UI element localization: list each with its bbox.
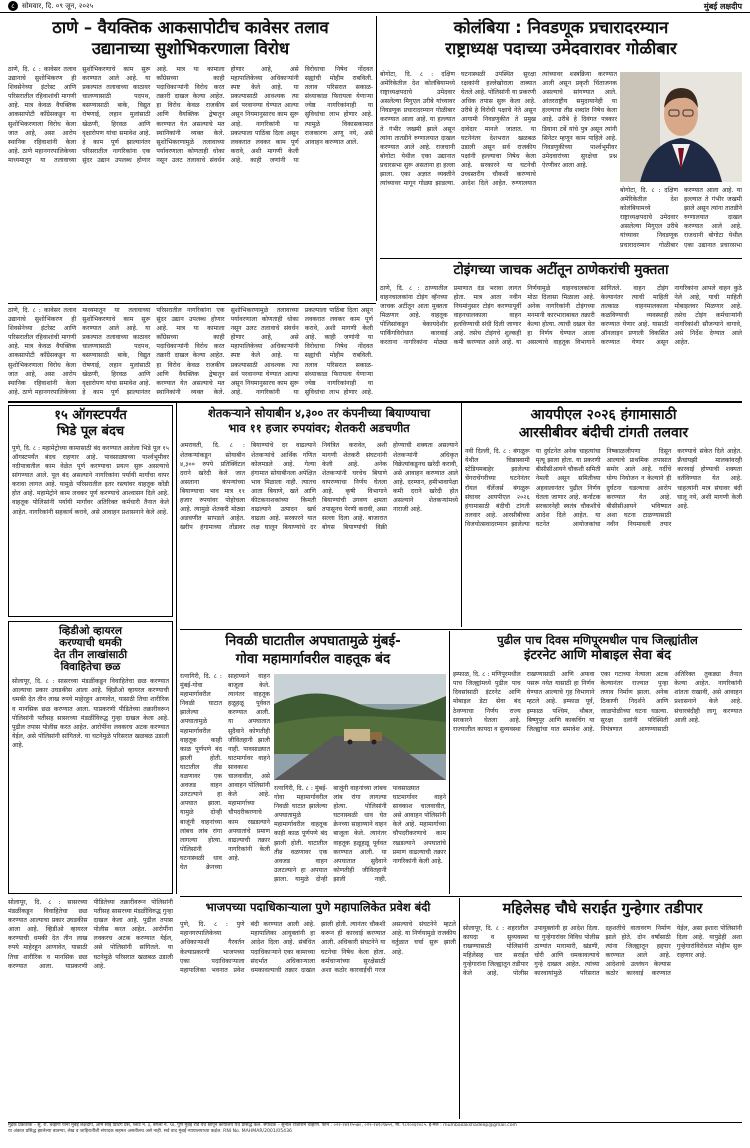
portrait-illustration (620, 72, 742, 182)
article-body: नवी दिल्ली, दि. ८ : बंगळुरू येथील चिन्नास्वामी स्टेडियमबाहेर झालेल्या चेंगराचेंगरीच्या घटनेनंतर रॉयल चॅलेंजर्स बंगळुरू संघावर आयपीएल २०२६ हंगामासाठी बंदीची टांगती तलवार आहे. आरसीबीच्या विजयोत्सवादरम्यान झालेल्या या दुर्घटनेत अनेक चाहत्यांचा मृत्यू झाला होता. या प्रकरणी बीसीसीआयने चौकशी समिती नेमली असून समितीच्या अहवालानंतर पुढील निर्णय घेतला जाणार आहे. कर्नाटक सरकारनेही स्वतंत्र चौकशीचे आदेश दिले आहेत. या घटनेत आयोजकांचा निष्काळजीपणा दिसून आल्याचे प्राथमिक तपासात समोर आले आहे. गर्दीचे योग्य नियोजन न केल्याने ही दुर्घटना घडल्याचा आरोप करण्यात येत आहे. बीसीसीआयने भविष्यात अशा घटना टाळण्यासाठी नवीन नियमावली तयार करण्याचे संकेत दिले आहेत. फ्रँचायझी मालकांवरही कारवाई होण्याची शक्यता वर्तविण्यात येत आहे. चाहत्यांनी मात्र संघावर बंदी घालू नये, अशी मागणी केली आहे. (465, 448, 742, 528)
article-towing (380, 260, 742, 398)
headline-line-1: निवळी घाटातील अपघातामुळे मुंबई- (225, 633, 401, 649)
article-thane-congress (8, 16, 373, 301)
headline-line-1: पुढील पाच दिवस मणिपूरमधील पाच जिल्ह्यांतील (497, 633, 698, 647)
page-header (0, 0, 750, 13)
headline-line-1: आयपीएल २०२६ हंगामासाठी (530, 407, 677, 423)
article-body-continued: रत्नागिरी, दि. ८ : मुंबई-गोवा महामार्गावरील निवळी घाटात झालेल्या अपघातामुळे महामार्गावरील वाहतूक काही काळ पूर्णपणे बंद झाली होती. घाटातील तीव्र वळणावर एक अवजड वाहन उलटल्याने हा अपघात झाला. यामुळे दोन्ही बाजूंनी वाहनांच्या लांबच लांब रांगा लागल्या होत्या. पोलिसांनी घटनास्थळी धाव घेत क्रेनच्या साहाय्याने वाहन बाजूला केले. त्यानंतर वाहतूक हळूहळू पूर्ववत करण्यात आली. या अपघातात सुदैवाने कोणतीही जीवितहानी झाली नाही. पावसाळ्यात घाटमार्गावर वाहने सावकाश चालवावीत, असे आवाहन पोलिसांनी केले आहे. महामार्गाच्या चौपदरीकरणाचे काम रखडल्याने अपघातांचे प्रमाण वाढल्याची तक्रार नागरिकांनी केली आहे. (274, 785, 446, 883)
headline-line-1: कोलंबिया : निवडणूक प्रचारादरम्यान (453, 18, 669, 37)
article-body: ठाणे, दि. ८ : ठाण्यातील वाहनचालकांना टोइंग व्हॅनच्या जाचक अटींतून आता मुक्तता मिळणार आहे. वाहतूक पोलिसांकडून बेकायदेशीर पार्किंगविरोधात कारवाई करताना नागरिकांना मोठ्या प्रमाणात दंड भरावा लागत होता. मात्र आता नवीन नियमांनुसार टोइंग करण्यापूर्वी वाहनचालकाला वाहन हलविण्याची संधी दिली जाणार आहे. तसेच टोइंगचे शुल्कही कमी करण्यात आले आहे. या निर्णयामुळे वाहनचालकांना मोठा दिलासा मिळाला आहे. अनेक नागरिकांनी टोइंगच्या मनमानी कारभाराबाबत तक्रारी केल्या होत्या. त्याची दखल घेत हा निर्णय घेण्यात आला असल्याचे वाहतूक विभागाने सांगितले. वाहन टोइंग केल्यानंतर त्याची माहिती तात्काळ वाहनमालकाला कळविण्याची व्यवस्थाही करण्यात येणार आहे. यासाठी ऑनलाइन प्रणाली विकसित करण्यात येणार असून नागरिकांना आपले वाहन कुठे नेले आहे, याची माहिती मोबाइलवर मिळणार आहे. तसेच टोइंग कर्मचाऱ्यांनी नागरिकांशी सौजन्याने वागावे, असे निर्देश देण्यात आले आहेत. (380, 284, 742, 347)
headline-line-2: गोवा महामार्गावरील वाहतूक बंद (235, 650, 391, 667)
article-manipur (453, 632, 742, 894)
article-bhide-bridge (8, 405, 173, 617)
article-ipl (465, 405, 742, 627)
page-number-badge-icon: ८ (8, 1, 18, 11)
article-colombia (380, 16, 742, 256)
headline-line-2: इंटरनेट आणि मोबाइल सेवा बंद (523, 648, 671, 664)
candidate-portrait-photo (620, 72, 742, 182)
headline-line-1: ठाणे – वैयक्तिक आकसापोटीच कावेसर तलाव (52, 18, 329, 37)
article-tadipar (463, 899, 742, 1119)
article-video-threat (8, 621, 173, 894)
article-soybean (180, 405, 458, 627)
headline-line-1: व्हिडीओ व्हायरल (59, 625, 122, 637)
article-thane-continued: ठाणे, दि. ८ : कावेसर तलाव उद्यानाचे सुशोभिकरण ही शिवसेनेच्या इंटरेस्ट आणि परिसरातील रहिवाशांची मागणी आहे. मात्र केवळ वैयक्तिक आकसापोटी काँग्रेसकडून या सुशोभिकरणाला विरोध केला जात आहे, असा आरोप स्थानिक रहिवाशांनी केला आहे. ठाणे महानगरपालिकेच्या माध्यमातून या तलावाच्या सुशोभिकरणाचे काम सुरू करण्यात आले आहे. या प्रकल्पात तलावाच्या काठावर चालण्यासाठी पदपथ, बसण्यासाठी बाके, विद्युत रोषणाई, लहान मुलांसाठी खेळणी, हिरवळ आणि वृक्षारोपण यांचा समावेश आहे. हे काम पूर्ण झाल्यानंतर परिसरातील नागरिकांना एक सुंदर उद्यान उपलब्ध होणार आहे. मात्र या कामाला काँग्रेसच्या काही पदाधिकाऱ्यांनी विरोध करत तक्रारी दाखल केल्या आहेत. हा विरोध केवळ राजकीय आणि वैयक्तिक द्वेषातून करण्यात येत असल्याचे मत स्थानिकांनी व्यक्त केले. सुशोभिकरणामुळे तलावाच्या पर्यावरणाला कोणताही धोका नसून उलट तलावाचे संवर्धन होणार आहे, असे महापालिकेच्या अधिकाऱ्यांनी स्पष्ट केले आहे. या प्रकल्पासाठी आवश्यक त्या सर्व परवानग्या घेण्यात आल्या असून नियमानुसारच काम सुरू आहे. नागरिकांनी या प्रकल्पाला पाठिंबा दिला असून लवकरात लवकर काम पूर्ण करावे, अशी मागणी केली आहे. काही जणांनी या विरोधाचा निषेध नोंदवत सह्यांची मोहीम राबविली. तलाव परिसरात सकाळ-संध्याकाळ फिरायला येणाऱ्या ज्येष्ठ नागरिकांनाही या सुविधांचा लाभ होणार आहे. (8, 307, 373, 396)
article-body: रत्नागिरी, दि. ८ : मुंबई-गोवा महामार्गावरील निवळी घाटात झालेल्या अपघातामुळे महामार्गावरील वाहतूक काही काळ पूर्णपणे बंद झाली होती. घाटातील तीव्र वळणावर एक अवजड वाहन उलटल्याने हा अपघात झाला. यामुळे दोन्ही बाजूंनी वाहनांच्या लांबच लांब रांगा लागल्या होत्या. पोलिसांनी घटनास्थळी धाव घेत क्रेनच्या साहाय्याने वाहन बाजूला केले. त्यानंतर वाहतूक हळूहळू पूर्ववत करण्यात आली. या अपघातात सुदैवाने कोणतीही जीवितहानी झाली नाही. पावसाळ्यात घाटमार्गावर वाहने सावकाश चालवावीत, असे आवाहन पोलिसांनी केले आहे. महामार्गाच्या चौपदरीकरणाचे काम रखडल्याने अपघातांचे प्रमाण वाढल्याची तक्रार नागरिकांनी केली आहे. (180, 673, 270, 871)
article-body: अमरावती, दि. ८ : शेतकऱ्यांकडून सोयाबीन ४,३०० रुपये प्रतिक्विंटल दराने खरेदी केले जात असताना कंपन्यांच्या बियाण्याचा भाव मात्र ११ हजार रुपयांवर पोहोचला आहे. त्यामुळे शेतकरी मोठ्या अडचणीत सापडले आहेत. खरीप हंगामाच्या तोंडावर बियाण्यांचे दर वाढल्याने शेतकऱ्यांचे आर्थिक गणित कोलमडले आहे. गेल्या हंगामात सोयाबीनला अपेक्षित भाव मिळाला नाही. त्यातच आता बियाणे, खते आणि कीटकनाशकांच्या किमती वाढल्याने उत्पादन खर्च वाढला आहे. सरकारने यात लक्ष घालून बियाण्यांचे दर नियंत्रित करावेत, अशी मागणी शेतकरी संघटनांनी केली आहे. अनेक शेतकऱ्यांनी घरचेच बियाणे वापरण्याचा निर्णय घेतला आहे. कृषी विभागाने बियाण्यांची उगवण क्षमता तपासूनच पेरणी करावी, असा सल्ला दिला आहे. बाजारात बोगस बियाण्यांची विक्री होण्याची शक्यता असल्याने शेतकऱ्यांनी अधिकृत विक्रेत्यांकडूनच खरेदी करावी, असे आवाहन करण्यात आले आहे. दरम्यान, हमीभावापेक्षा कमी दराने खरेदी होत असल्याने शेतकऱ्यांमध्ये नाराजी आहे. (180, 442, 458, 532)
accident-ghat-photo (274, 674, 446, 780)
headline-line-2: उद्यानाच्या सुशोभिकरणाला विरोध (91, 38, 290, 58)
article-body: सोलापूर, दि. ८ : सासरच्या मंडळींकडून विवाहितेचा छळ करण्यात आल्याचा प्रकार उघडकीस आला आहे. व्हिडीओ व्हायरल करण्याची धमकी देत तीन लाख रुपये माहेरहून आणावेत, यासाठी तिचा शारीरिक व मानसिक छळ करण्यात आला. याप्रकरणी पीडितेच्या तक्रारीवरून पोलिसांनी पतीसह सासरच्या मंडळींविरुद्ध गुन्हा दाखल केला आहे. पुढील तपास पोलीस करत आहेत. आरोपींना लवकरच अटक करण्यात येईल, असे पोलिसांनी सांगितले. या घटनेमुळे परिसरात खळबळ उडाली आहे. (12, 678, 169, 749)
article-body-continued: बोगोटा, दि. ८ : दक्षिण अमेरिकेतील देश कोलंबियामध्ये राष्ट्राध्यक्षपदाचे उमेदवार असलेल्या मिगुएल उरीबे यांच्यावर निवडणूक प्रचारादरम्यान गोळीबार करण्यात आला आहे. या हल्ल्यात ते गंभीर जखमी झाले असून त्यांना तातडीने रुग्णालयात दाखल करण्यात आले आहे. राजधानी बोगोटा येथील एका उद्यानात प्रचारसभा (620, 187, 742, 249)
headline: टोइंगच्या जाचक अटींतून ठाणेकरांची मुक्तता (453, 262, 669, 278)
headline-line-1: १५ ऑगस्टपर्यंत (54, 408, 127, 423)
article-body: पुणे, दि. ८ : पुणे महानगरपालिकेच्या अधिकाऱ्याशी गैरवर्तन केल्याप्रकरणी भाजपच्या एका पदाधिकाऱ्याला महापालिका भवनात प्रवेश बंदी करण्यात आली आहे. महापालिका आयुक्तांनी हा आदेश दिला आहे. संबंधित पदाधिकाऱ्याने एका कामाच्या संदर्भात अधिकाऱ्याला धमकावल्याची तक्रार दाखल झाली होती. त्यानंतर चौकशी करून ही कारवाई करण्यात आली. अधिकारी संघटनेने या घटनेचा निषेध केला होता. कर्मचाऱ्यांच्या सुरक्षेसाठी अशा कठोर कारवाईची गरज असल्याचे संघटनेने म्हटले आहे. या निर्णयामुळे राजकीय वर्तुळात चर्चा सुरू झाली आहे. (180, 921, 456, 974)
headline-line-2: करण्याची धमकी (59, 637, 122, 650)
ghat-road-illustration (274, 674, 446, 780)
article-nivali-ghat (180, 632, 446, 894)
article-body: सोलापूर, दि. ८ : शहरातील कायदा व सुव्यवस्था राखण्यासाठी पोलिसांनी महिलेसह चार सराईत गुन्हेगारांना जिल्ह्यातून तडीपार केले आहे. पोलीस उपायुक्तांनी हा आदेश दिला. या गुन्हेगारांवर विविध पोलीस ठाण्यांत मारामारी, खंडणी, चोरी आणि धमकावल्याचे गुन्हे दाखल आहेत. त्यांच्या कारवायांमुळे परिसरात दहशतीचे वातावरण निर्माण झाले होते. दोन वर्षांसाठी त्यांना जिल्ह्यातून हद्दपार करण्यात आले आहे. आदेशाचे उल्लंघन केल्यास कठोर कारवाई करण्यात येईल, असा इशारा पोलिसांनी दिला आहे. यापुढेही अशा गुन्हेगारांविरोधात मोहीम सुरू राहणार आहे. (463, 924, 742, 978)
headline: महिलेसह चौघे सराईत गुन्हेगार तडीपार (502, 901, 703, 917)
headline-line-2: राष्ट्राध्यक्ष पदाच्या उमेदवारावर गोळीबार (445, 38, 677, 58)
article-body: इम्फाळ, दि. ८ : मणिपूरमधील पाच जिल्ह्यांमध्ये पुढील पाच दिवसांसाठी इंटरनेट आणि मोबाइल डेटा सेवा बंद ठेवण्याचा निर्णय राज्य सरकारने घेतला आहे. राज्यातील कायदा व सुव्यवस्था राखण्यासाठी आणि अफवा पसरू नयेत यासाठी हा निर्णय घेण्यात आल्याचे गृह विभागाने म्हटले आहे. इम्फाळ पूर्व, इम्फाळ पश्चिम, थौबल, बिष्णुपूर आणि काकचिंग या जिल्ह्यांचा यात समावेश आहे. एका गटाच्या नेत्याला अटक केल्यानंतर राज्यात पुन्हा तणाव निर्माण झाला. अनेक ठिकाणी निदर्शने आणि जाळपोळीच्या घटना घडल्या. सुरक्षा दलांनी परिस्थिती नियंत्रणात आणण्यासाठी अतिरिक्त तुकड्या तैनात केल्या आहेत. नागरिकांनी शांतता राखावी, असे आवाहन प्रशासनाने केले आहे. संचारबंदीही लागू करण्यात आली आहे. (453, 671, 742, 733)
headline-line-3: देत तीन लाखांसाठी (53, 649, 128, 662)
headline-line-1: शेतकऱ्याने सोयाबीन ४,३०० तर कंपनीच्या बियाण्याचा (207, 406, 431, 420)
article-video-continued: सोलापूर, दि. ८ : सासरच्या मंडळींकडून विवाहितेचा छळ करण्यात आल्याचा प्रकार उघडकीस आला आहे. व्हिडीओ व्हायरल करण्याची धमकी देत तीन लाख रुपये माहेरहून आणावेत, यासाठी तिचा शारीरिक व मानसिक छळ करण्यात आला. याप्रकरणी पीडितेच्या तक्रारीवरून पोलिसांनी पतीसह सासरच्या मंडळींविरुद्ध गुन्हा दाखल केला आहे. पुढील तपास पोलीस करत आहेत. आरोपींना लवकरच अटक करण्यात येईल, असे पोलिसांनी सांगितले. या घटनेमुळे परिसरात खळबळ उडाली आहे. (8, 899, 173, 970)
issue-date: सोमवार, दि. ०९ जून, २०२५ (22, 2, 94, 10)
article-body: पुणे, दि. ८ : महामेट्रोच्या कामासाठी बंद करण्यात आलेला भिडे पूल १५ ऑगस्टपर्यंत बंदच राहणार आहे. पावसाळ्याच्या पार्श्वभूमीवर नदीपात्रातील काम वेळेत पूर्ण करण्याचा प्रयत्न सुरू असल्याचे सांगण्यात आले. पूल बंद असल्याने नागरिकांना पर्यायी मार्गांचा वापर करावा लागत आहे. यामुळे परिसरातील इतर रस्त्यांवर वाहतूक कोंडी होत आहे. महामेट्रोने काम लवकर पूर्ण करण्याचे आश्वासन दिले आहे. वाहतूक पोलिसांनी पर्यायी मार्गांवर अतिरिक्त कर्मचारी तैनात केले आहेत. नागरिकांनी सहकार्य करावे, असे आवाहन प्रशासनाने केले आहे. (12, 444, 169, 516)
page-footer-imprint (8, 1122, 742, 1146)
article-body: ठाणे, दि. ८ : कावेसर तलाव उद्यानाचे सुशोभिकरण ही शिवसेनेच्या इंटरेस्ट आणि परिसरातील रहिवाशांची मागणी आहे. मात्र केवळ वैयक्तिक आकसापोटी काँग्रेसकडून या सुशोभिकरणाला विरोध केला जात आहे, असा आरोप स्थानिक रहिवाशांनी केला आहे. ठाणे महानगरपालिकेच्या माध्यमातून या तलावाच्या सुशोभिकरणाचे काम सुरू करण्यात आले आहे. या प्रकल्पात तलावाच्या काठावर चालण्यासाठी पदपथ, बसण्यासाठी बाके, विद्युत रोषणाई, लहान मुलांसाठी खेळणी, हिरवळ आणि वृक्षारोपण यांचा समावेश आहे. हे काम पूर्ण झाल्यानंतर परिसरातील नागरिकांना एक सुंदर उद्यान उपलब्ध होणार आहे. मात्र या कामाला काँग्रेसच्या काही पदाधिकाऱ्यांनी विरोध करत तक्रारी दाखल केल्या आहेत. हा विरोध केवळ राजकीय आणि वैयक्तिक द्वेषातून करण्यात येत असल्याचे मत स्थानिकांनी व्यक्त केले. सुशोभिकरणामुळे तलावाच्या पर्यावरणाला कोणताही धोका नसून उलट तलावाचे संवर्धन होणार आहे, असे महापालिकेच्या अधिकाऱ्यांनी स्पष्ट केले आहे. या प्रकल्पासाठी आवश्यक त्या सर्व परवानग्या घेण्यात आल्या असून नियमानुसारच काम सुरू आहे. नागरिकांनी या प्रकल्पाला पाठिंबा दिला असून लवकरात लवकर काम पूर्ण करावे, अशी मागणी केली आहे. काही जणांनी या विरोधाचा निषेध नोंदवत सह्यांची मोहीम राबविली. तलाव परिसरात सकाळ-संध्याकाळ फिरायला येणाऱ्या ज्येष्ठ नागरिकांनाही या सुविधांचा लाभ होणार आहे. त्यामुळे विकासकामात राजकारण आणू नये, असे आवाहन करण्यात आले. (8, 65, 373, 164)
imprint-line-2: या अंकात प्रसिद्ध झालेल्या बातम्या, लेख व जाहिरातींशी संपादक सहमत असतीलच असे नाही. सर्व वाद मुंबई न्यायालयाच्या कक्षेत. RNI No. MAHMAR/2001/05436 (8, 1129, 292, 1135)
headline-line-4: विवाहितेचा छळ (60, 661, 121, 674)
newspaper-brand: मुंबई लक्षदीप (703, 2, 742, 11)
headline-line-2: आरसीबीवर बंदीची टांगती तलवार (518, 425, 689, 442)
article-body: बोगोटा, दि. ८ : दक्षिण अमेरिकेतील देश कोलंबियामध्ये राष्ट्राध्यक्षपदाचे उमेदवार असलेल्या मिगुएल उरीबे यांच्यावर निवडणूक प्रचारादरम्यान गोळीबार करण्यात आला आहे. या हल्ल्यात ते गंभीर जखमी झाले असून त्यांना तातडीने रुग्णालयात दाखल करण्यात आले आहे. राजधानी बोगोटा येथील एका उद्यानात प्रचारसभा सुरू असताना हा हल्ला झाला. एका अज्ञात व्यक्तीने त्यांच्यावर मागून गोळ्या झाडल्या. घटनास्थळी उपस्थित सुरक्षा रक्षकांनी हल्लेखोराला ताब्यात घेतले आहे. पोलिसांनी या प्रकरणी अधिक तपास सुरू केला आहे. उरीबे हे विरोधी पक्षाचे नेते असून आगामी निवडणुकीत ते प्रमुख दावेदार मानले जातात. या घटनेनंतर देशभरात खळबळ उडाली असून सर्व राजकीय पक्षांनी हल्ल्याचा निषेध केला आहे. सरकारने या घटनेची उच्चस्तरीय चौकशी करण्याचे आदेश दिले आहेत. रुग्णालयात त्यांच्यावर शस्त्रक्रिया करण्यात आली असून प्रकृती चिंताजनक असल्याचे सांगण्यात आले. आंतरराष्ट्रीय समुदायानेही या हल्ल्याचा तीव्र शब्दांत निषेध केला आहे. उरीबे हे दिवंगत पत्रकार डियाना टर्बे यांचे पुत्र असून त्यांनी सिनेटर म्हणून काम पाहिले आहे. निवडणुकीच्या पार्श्वभूमीवर उमेदवारांच्या सुरक्षेचा प्रश्न ऐरणीवर आला आहे. (380, 71, 617, 188)
imprint-line-1: मुद्रक प्रकाशक – सु. रा. चव्हाण यांनी मुंबई लक्षदीप, ओम साई प्रिंटिंग प्रेस, प्लॉट नं. ३, बंगला नं. ९४, पुणे मुंबई रोड येथे छापून कार्यालय येथे प्रसिद्ध केले. संपादक – सुनील राजाराम चव्हाण. फोन : ०२२-२४११५५७०, ०२२-२४१०९७५२, मो. ९८२००६२०८५. ई-मेल : mumbailakshadeep@gmail.com (8, 1123, 517, 1128)
article-pune-bjp (180, 899, 456, 1119)
headline-line-2: भिडे पूल बंदच (56, 423, 125, 439)
headline-line-2: भाव ११ हजार रुपयांवर; शेतकरी अडचणीत (228, 421, 410, 436)
headline: भाजपच्या पदाधिकाऱ्याला पुणे महापालिकेत प्रवेश बंदी (205, 900, 431, 914)
